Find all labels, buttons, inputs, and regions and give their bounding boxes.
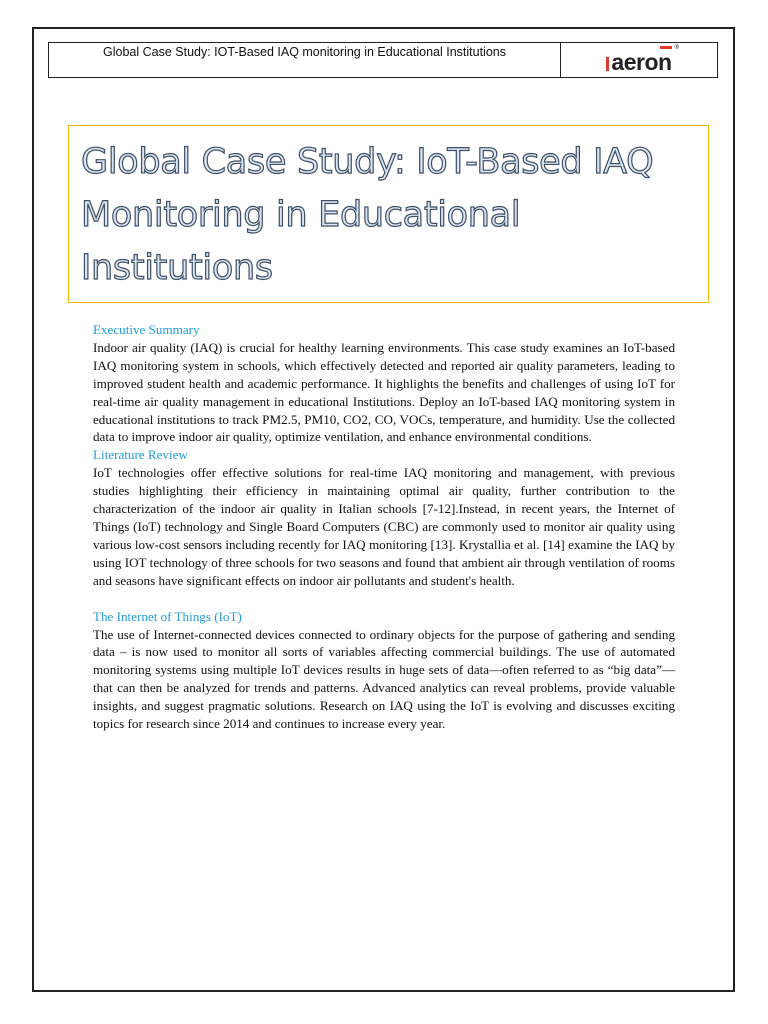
logo-accent-tick <box>606 57 609 71</box>
aeron-logo <box>561 43 717 77</box>
section-body-literature-review: IoT technologies offer effective solutions for real-time IAQ monitoring and management, with previous studies highlighting their efficiency in maintaining optimal air quality, further contribution to the characterization of the indoor air quality in Italian schools [7-12].Instead, in recent years, the Internet of Things (IoT) technology and Single Board Computers (CBC) are commonly used to monitor air quality using various low-cost sensors including recently for IAQ monitoring [13]. Krystallia et al. [14] examine the IAQ by using IOT technology of three schools for two seasons and found that ambient air through ventilation of rooms and seasons have significant effects on indoor air pollutants and student's health. <box>93 465 675 588</box>
logo-wordmark: aero n ® <box>606 51 671 74</box>
section-heading-executive-summary: Executive Summary <box>93 322 200 337</box>
section-body-executive-summary: Indoor air quality (IAQ) is crucial for healthy learning environments. This case study examines an IoT-based IAQ monitoring system in schools, which effectively detected and reported air quality parameters, leading to improved student health and academic performance. It highlights the benefits and challenges of using IoT for real-time air quality management in educational Institutions. Deploy an IoT-based IAQ monitoring system in educational institutions to track PM2.5, PM10, CO2, CO, VOCs, temperature, and humidity. Use the collected data to improve indoor air quality, optimize ventilation, and enhance environmental conditions. <box>93 339 675 445</box>
logo-n-letter: n <box>658 51 672 74</box>
document-body <box>93 321 675 733</box>
logo-accent-bar <box>660 46 672 49</box>
section-body-internet-of-things: The use of Internet-connected devices connected to ordinary objects for the purpose of gathering and sending data – is now used to monitor all sorts of variables affecting commercial buildings. The use of automated monitoring systems using multiple IoT devices results in huge sets of data—often referred to as “big data”—that can then be analyzed for trends and patterns. Advanced analytics can reveal problems, provide valuable insights, and suggest pragmatic solutions. Research on IAQ using the IoT is evolving and discusses exciting topics for research since 2014 and continues to increase every year. <box>93 626 675 732</box>
page-header <box>48 42 718 78</box>
section-heading-literature-review: Literature Review <box>93 447 188 463</box>
document-title: Global Case Study: IoT-Based IAQ Monitoring in Educational Institutions <box>81 142 654 288</box>
logo-registered-mark: ® <box>674 44 679 51</box>
title-box <box>68 125 709 303</box>
section-spacer <box>93 590 675 608</box>
header-title: Global Case Study: IOT-Based IAQ monitoring in Educational Institutions <box>49 43 561 77</box>
section-heading-internet-of-things: The Internet of Things (IoT) <box>93 608 242 624</box>
